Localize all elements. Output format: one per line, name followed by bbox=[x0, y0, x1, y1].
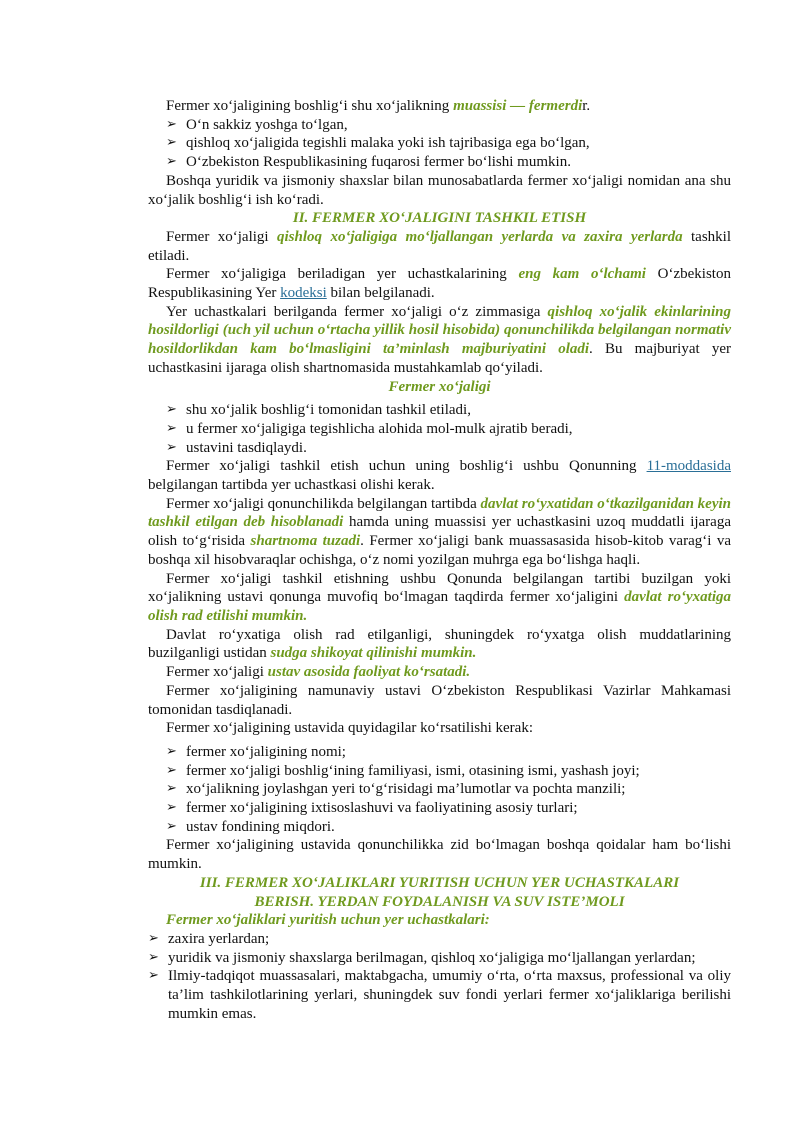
arrow-bullet-icon: ➢ bbox=[166, 818, 177, 834]
arrow-bullet-icon: ➢ bbox=[148, 949, 159, 965]
text: Fermer xo‘jaligiga beriladigan yer uchastkalarining bbox=[166, 266, 519, 283]
arrow-bullet-icon: ➢ bbox=[166, 420, 177, 436]
heading-line: BERISH. YERDAN FOYDALANISH VA SUV ISTE’MOLI bbox=[254, 893, 625, 910]
subheading-land-plots: Fermer xo‘jaliklari yuritish uchun yer uchastkalari: bbox=[166, 912, 490, 929]
paragraph-obligation bbox=[148, 303, 731, 378]
arrow-bullet-icon: ➢ bbox=[166, 116, 177, 132]
article-11-link[interactable]: 11-moddasida bbox=[646, 458, 731, 475]
highlight-text: qishloq xo‘jaligiga mo‘ljallangan yerlarda va zaxira yerlarda bbox=[277, 228, 683, 245]
text: belgilangan tartibda yer uchastkasi olishi kerak. bbox=[148, 477, 435, 494]
section-heading-3 bbox=[148, 874, 731, 911]
list-item bbox=[148, 743, 731, 762]
text: Fermer xo‘jaligi bbox=[166, 664, 268, 681]
list-item-text: ustavini tasdiqlaydi. bbox=[186, 439, 307, 456]
land-sources-list bbox=[148, 930, 731, 1024]
highlight-text: eng kam o‘lchami bbox=[518, 266, 646, 283]
list-item bbox=[148, 762, 731, 781]
paragraph-charter-contents: Fermer xo‘jaligining ustavida quyidagilar ko‘rsatilishi kerak: bbox=[166, 720, 533, 737]
arrow-bullet-icon: ➢ bbox=[166, 800, 177, 816]
arrow-bullet-icon: ➢ bbox=[166, 762, 177, 778]
list-item bbox=[148, 930, 731, 949]
heading-line: III. FERMER XO‘JALIKLARI YURITISH UCHUN YER UCHASTKALARI bbox=[199, 874, 680, 891]
arrow-bullet-icon: ➢ bbox=[166, 154, 177, 170]
list-item bbox=[148, 420, 731, 439]
arrow-bullet-icon: ➢ bbox=[148, 930, 159, 946]
list-item bbox=[148, 401, 731, 420]
list-item-text: O‘n sakkiz yoshga to‘lgan, bbox=[186, 116, 348, 133]
text: Fermer xo‘jaligi tashkil etishning ushbu Qonunda belgilangan tartibi buzilgan yoki xo‘jalikning ustavi qonunga muvofiq bo‘lmagan taqdirda fermer xo‘jaligini bbox=[148, 570, 731, 606]
text: . Fermer xo‘jaligi bank muassasasida hisob-kitob varag‘i va boshqa xil hisobvaraqlar ochishga, o‘z nomi yozilgan muhrga ega bo‘lishga haqli. bbox=[148, 533, 731, 568]
highlight-text: shartnoma tuzadi bbox=[250, 533, 361, 550]
list-item-text: yuridik va jismoniy shaxslarga berilmagan, qishloq xo‘jaligiga mo‘ljallangan yerlardan; bbox=[168, 949, 696, 966]
paragraph-min-size bbox=[148, 265, 731, 302]
list-item-text: ustav fondining miqdori. bbox=[186, 818, 335, 835]
land-code-link[interactable]: kodeksi bbox=[280, 285, 327, 302]
requirements-list bbox=[148, 116, 731, 172]
highlight-text: ustav asosida faoliyat ko‘rsatadi. bbox=[267, 664, 471, 681]
paragraph-model-charter: Fermer xo‘jaligining namunaviy ustavi O‘zbekiston Respublikasi Vazirlar Mahkamasi tomonidan tasdiqlanadi. bbox=[148, 682, 731, 718]
list-item-text: Ilmiy-tadqiqot muassasalari, maktabgacha, umumiy o‘rta, o‘rta maxsus, professional va oliy ta’lim tashkilotlarining yerlari, shuningdek suv fondi yerlari fermer xo‘jaliklariga berilishi mumkin emas. bbox=[168, 968, 731, 1022]
list-item-text: u fermer xo‘jaligiga tegishlicha alohida mol-mulk ajratib beradi, bbox=[186, 420, 573, 437]
list-item bbox=[148, 116, 731, 135]
subheading-farm: Fermer xo‘jaligi bbox=[388, 378, 491, 395]
arrow-bullet-icon: ➢ bbox=[148, 968, 159, 984]
arrow-bullet-icon: ➢ bbox=[166, 402, 177, 418]
arrow-bullet-icon: ➢ bbox=[166, 135, 177, 151]
text: Yer uchastkalari berilganda fermer xo‘jaligi o‘z zimmasiga bbox=[166, 303, 548, 320]
text: O‘zbekiston Respublikasining Yer bbox=[148, 266, 731, 302]
list-item-text: zaxira yerlardan; bbox=[168, 930, 270, 947]
paragraph-establishment bbox=[148, 457, 731, 494]
text: Fermer xo‘jaligining boshlig‘i shu xo‘jalikning bbox=[166, 98, 454, 114]
list-item bbox=[148, 818, 731, 837]
list-item-text: O‘zbekiston Respublikasining fuqarosi fermer bo‘lishi mumkin. bbox=[186, 154, 571, 171]
arrow-bullet-icon: ➢ bbox=[166, 743, 177, 759]
list-item bbox=[148, 780, 731, 799]
paragraph-refusal bbox=[148, 570, 731, 626]
highlight-text: qishloq xo‘jalik ekinlarining hosildorligi (uch yil uchun o‘rtacha yillik hosil hisobida) qonunchilikda belgilangan normativ hosildorlikdan kam bo‘lmasligini ta’minlash majburiyatini oladi bbox=[148, 303, 731, 358]
text: r. bbox=[582, 98, 591, 114]
paragraph-lands bbox=[148, 228, 731, 265]
list-item-text: fermer xo‘jaligining ixtisoslashuvi va faoliyatining asosiy turlari; bbox=[186, 800, 578, 817]
list-item bbox=[148, 134, 731, 153]
list-item bbox=[148, 799, 731, 818]
paragraph-registration bbox=[148, 495, 731, 570]
highlight-text: davlat ro‘yxatidan o‘tkazilganidan keyin tashkil etilgan deb hisoblanadi bbox=[148, 495, 731, 531]
text: . Bu majburiyat yer uchastkasini ijaraga olish shartnomasida mustahkamlab qo‘yiladi. bbox=[148, 341, 731, 376]
paragraph-founder bbox=[148, 97, 731, 116]
text: Fermer xo‘jaligi tashkil etish uchun uning boshlig‘i ushbu Qonunning bbox=[166, 458, 647, 475]
text: hamda uning muassisi yer uchastkasini uzoq muddatli ijaraga olish to‘g‘risida bbox=[148, 514, 731, 550]
arrow-bullet-icon: ➢ bbox=[166, 781, 177, 797]
list-item-text: fermer xo‘jaligi boshlig‘ining familiyasi, ismi, otasining ismi, yashash joyi; bbox=[186, 762, 640, 779]
arrow-bullet-icon: ➢ bbox=[166, 439, 177, 455]
charter-list bbox=[148, 743, 731, 837]
list-item bbox=[148, 153, 731, 172]
list-item-text: qishloq xo‘jaligida tegishli malaka yoki ish tajribasiga ega bo‘lgan, bbox=[186, 135, 590, 152]
text: Fermer xo‘jaligi bbox=[166, 228, 277, 245]
highlight-text: davlat ro‘yxatiga olish rad etilishi mumkin. bbox=[148, 589, 731, 624]
list-item bbox=[148, 949, 731, 968]
highlight-text: muassisi — fermerdi bbox=[453, 98, 583, 114]
text: tashkil etiladi. bbox=[148, 228, 732, 264]
list-item bbox=[148, 967, 731, 1023]
text: Davlat ro‘yxatiga olish rad etilganligi, shuningdek ro‘yxatga olish muddatlarining buzilganligi ustidan bbox=[148, 626, 731, 662]
highlight-text: sudga shikoyat qilinishi mumkin. bbox=[270, 645, 477, 662]
list-item-text: fermer xo‘jaligining nomi; bbox=[186, 743, 346, 760]
paragraph-appeal bbox=[148, 626, 731, 663]
text: Fermer xo‘jaligi qonunchilikda belgilangan tartibda bbox=[166, 495, 481, 512]
document-page bbox=[148, 97, 731, 1023]
farm-list bbox=[148, 401, 731, 457]
paragraph-other-rules: Fermer xo‘jaligining ustavida qonunchilikka zid bo‘lmagan boshqa qoidalar ham bo‘lishi mumkin. bbox=[148, 837, 731, 873]
text: bilan belgilanadi. bbox=[326, 285, 435, 302]
section-heading-2: II. FERMER XO‘JALIGINI TASHKIL ETISH bbox=[292, 210, 587, 227]
list-item bbox=[148, 439, 731, 458]
list-item-text: xo‘jalikning joylashgan yeri to‘g‘risidagi ma’lumotlar va pochta manzili; bbox=[186, 781, 626, 798]
list-item-text: shu xo‘jalik boshlig‘i tomonidan tashkil etiladi, bbox=[186, 402, 471, 419]
paragraph-charter-basis bbox=[148, 663, 731, 682]
paragraph-relations: Boshqa yuridik va jismoniy shaxslar bilan munosabatlarda fermer xo‘jaligi nomidan ana shu xo‘jalik boshlig‘i ish ko‘radi. bbox=[148, 172, 731, 208]
